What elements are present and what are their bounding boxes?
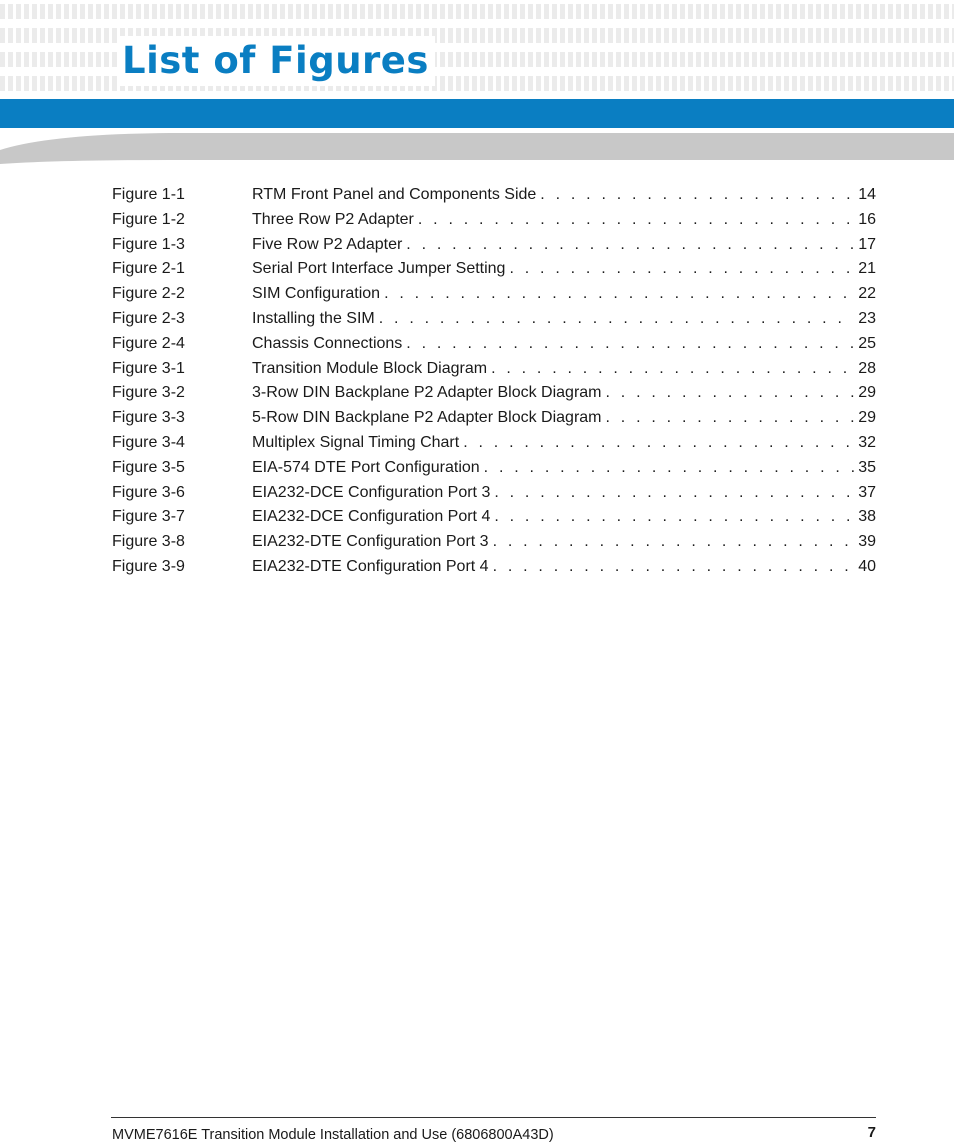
figure-title[interactable]: 5-Row DIN Backplane P2 Adapter Block Diagram [252, 409, 602, 427]
list-item[interactable] [112, 505, 876, 530]
figure-title[interactable]: EIA232-DTE Configuration Port 3 [252, 533, 489, 551]
figure-title[interactable]: 3-Row DIN Backplane P2 Adapter Block Diagram [252, 384, 602, 402]
figure-label: Figure 3-6 [112, 483, 185, 501]
figure-title[interactable]: Serial Port Interface Jumper Setting [252, 260, 506, 278]
list-item[interactable] [112, 381, 876, 406]
figure-title[interactable]: Multiplex Signal Timing Chart [252, 433, 460, 451]
figure-page[interactable]: 29 [858, 409, 876, 427]
list-item[interactable] [112, 282, 876, 307]
figure-label: Figure 2-1 [112, 260, 185, 278]
figure-title[interactable]: EIA232-DCE Configuration Port 4 [252, 508, 491, 526]
list-item[interactable] [112, 183, 876, 208]
figure-page[interactable]: 35 [858, 458, 876, 476]
figure-page[interactable]: 28 [858, 359, 876, 377]
header-gray-swoosh [0, 128, 954, 164]
figure-label: Figure 2-4 [112, 334, 185, 352]
figure-page[interactable]: 16 [858, 210, 876, 228]
dot-leader [491, 357, 854, 382]
figure-label: Figure 3-9 [112, 557, 185, 575]
figure-title[interactable]: EIA232-DCE Configuration Port 3 [252, 483, 491, 501]
list-item[interactable] [112, 456, 876, 481]
dot-leader [384, 282, 854, 307]
dot-leader [493, 530, 855, 555]
dot-leader [493, 555, 855, 580]
figure-title[interactable]: Installing the SIM [252, 309, 375, 327]
figure-label: Figure 3-8 [112, 533, 185, 551]
dot-leader [406, 233, 854, 258]
list-item[interactable] [112, 555, 876, 580]
list-item[interactable] [112, 481, 876, 506]
figure-page[interactable]: 39 [858, 533, 876, 551]
figure-page[interactable]: 17 [858, 235, 876, 253]
list-item[interactable] [112, 233, 876, 258]
page-title: List of Figures [118, 36, 435, 86]
figure-label: Figure 3-4 [112, 433, 185, 451]
figure-label: Figure 3-1 [112, 359, 185, 377]
figure-page[interactable]: 22 [858, 285, 876, 303]
list-item[interactable] [112, 257, 876, 282]
figure-title[interactable]: EIA-574 DTE Port Configuration [252, 458, 480, 476]
list-item[interactable] [112, 530, 876, 555]
figure-title[interactable]: Chassis Connections [252, 334, 403, 352]
figure-page[interactable]: 40 [858, 557, 876, 575]
figure-list [112, 183, 876, 580]
figure-title[interactable]: RTM Front Panel and Components Side [252, 186, 537, 203]
figure-label: Figure 3-7 [112, 508, 185, 526]
dot-leader [540, 183, 854, 208]
figure-label: Figure 1-1 [112, 186, 185, 203]
dot-leader [606, 406, 855, 431]
dot-leader [379, 307, 854, 332]
figure-label: Figure 2-3 [112, 309, 185, 327]
header-blue-band [0, 99, 954, 128]
list-item[interactable] [112, 332, 876, 357]
list-item[interactable] [112, 208, 876, 233]
figure-label: Figure 2-2 [112, 285, 185, 303]
dot-leader [463, 431, 854, 456]
dot-leader [509, 257, 854, 282]
footer-page-number: 7 [867, 1124, 876, 1141]
figure-page[interactable]: 38 [858, 508, 876, 526]
figure-label: Figure 3-2 [112, 384, 185, 402]
figure-page[interactable]: 25 [858, 334, 876, 352]
list-item[interactable] [112, 357, 876, 382]
figure-title[interactable]: Three Row P2 Adapter [252, 210, 414, 228]
figure-title[interactable]: Five Row P2 Adapter [252, 235, 403, 253]
figure-label: Figure 3-5 [112, 458, 185, 476]
list-item[interactable] [112, 406, 876, 431]
dot-leader [484, 456, 855, 481]
figure-label: Figure 1-2 [112, 210, 185, 228]
dot-leader [606, 381, 855, 406]
footer-document-title: MVME7616E Transition Module Installation and Use (6806800A43D) [112, 1127, 554, 1143]
figure-label: Figure 1-3 [112, 235, 185, 253]
figure-page[interactable]: 29 [858, 384, 876, 402]
list-item[interactable] [112, 431, 876, 456]
figure-title[interactable]: SIM Configuration [252, 285, 381, 303]
dot-leader [494, 505, 854, 530]
figure-title[interactable]: EIA232-DTE Configuration Port 4 [252, 557, 489, 575]
figure-page[interactable]: 32 [858, 433, 876, 451]
figure-page[interactable]: 23 [858, 309, 876, 327]
dot-leader [418, 208, 854, 233]
figure-page[interactable]: 14 [858, 186, 876, 203]
footer-rule [111, 1117, 876, 1118]
list-item[interactable] [112, 307, 876, 332]
figure-label: Figure 3-3 [112, 409, 185, 427]
figure-title[interactable]: Transition Module Block Diagram [252, 359, 488, 377]
dot-leader [406, 332, 854, 357]
dot-leader [494, 481, 854, 506]
figure-page[interactable]: 21 [858, 260, 876, 278]
figure-page[interactable]: 37 [858, 483, 876, 501]
